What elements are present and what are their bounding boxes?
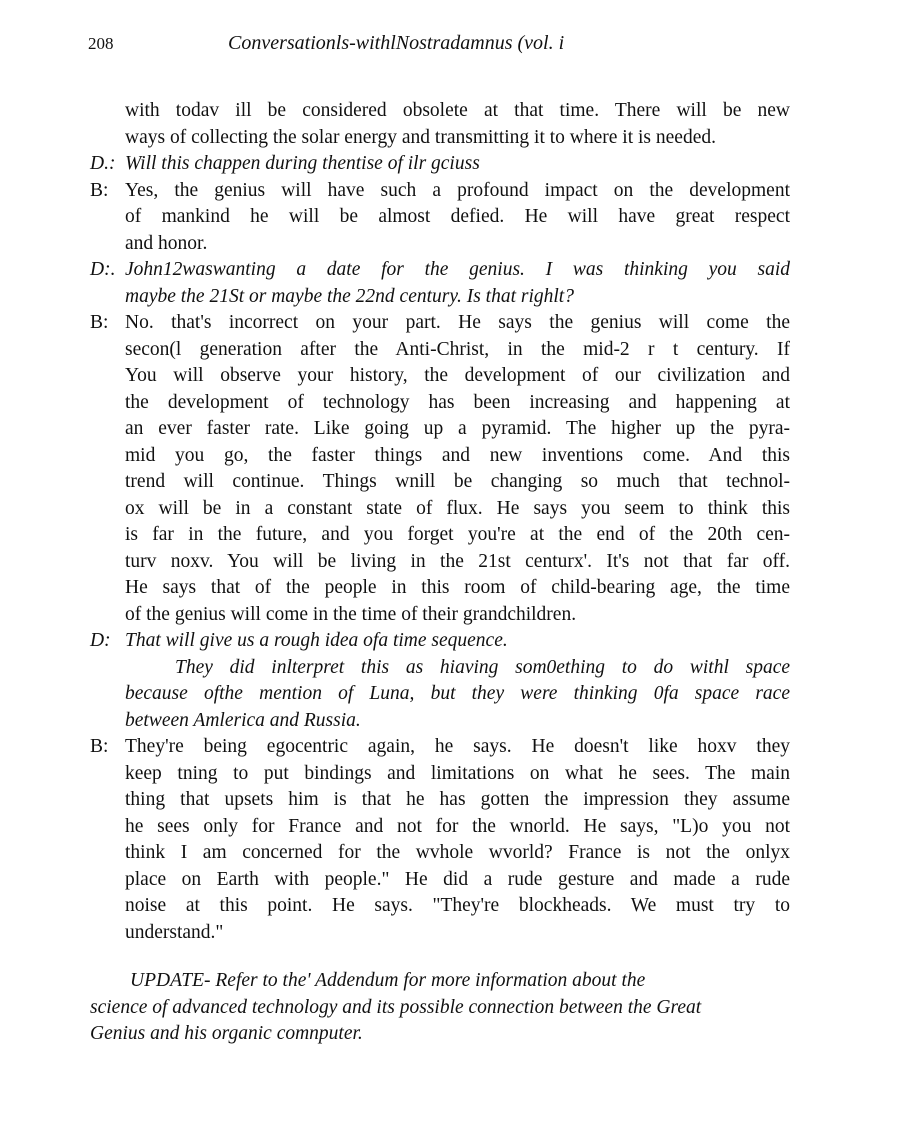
speaker-label: D.: <box>90 153 116 174</box>
text-line: science of advanced technology and its possible connection between the Great <box>90 996 702 1018</box>
text-line: keep tning to put bindings and limitations on what he sees. The main <box>125 762 790 784</box>
running-title: Conversationls-withlNostradamnus (vol. i <box>228 32 565 54</box>
text-line: thing that upsets him is that he has gotten the impression they assume <box>125 789 790 810</box>
text-line: That will give us a rough idea ofa time sequence. <box>125 630 508 651</box>
text-line: Will this chappen during thentise of ilr gciuss <box>125 153 480 174</box>
text-line: ox will be in a constant state of flux. He says you seem to think this <box>125 497 790 519</box>
dialogue-question <box>90 151 790 178</box>
text-line: They did inlterpret this as hiaving som0ething to do withl space <box>175 656 790 678</box>
text-line: Yes, the genius will have such a profound impact on the development <box>125 179 790 201</box>
paragraph <box>90 98 790 151</box>
text-line: secon(l generation after the Anti-Christ, in the mid-2 r t century. If <box>125 338 790 360</box>
dialogue-answer <box>90 734 790 946</box>
text-line: think I am concerned for the wvhole wvorld? France is not the onlyx <box>125 842 790 863</box>
dialogue-answer <box>90 310 790 628</box>
text-line: He says that of the people in this room of child-bearing age, the time <box>125 577 790 598</box>
text-line: of the genius will come in the time of their grandchildren. <box>125 603 577 625</box>
update-note <box>90 968 790 1048</box>
text-line: between Amlerica and Russia. <box>125 709 361 731</box>
speaker-label: B: <box>90 736 109 757</box>
text-line: an ever faster rate. Like going up a pyramid. The higher up the pyra- <box>125 418 790 439</box>
text-line: turv noxv. You will be living in the 21st centurx'. It's not that far off. <box>125 550 790 572</box>
text-line: and honor. <box>125 232 208 254</box>
text-line: maybe the 21St or maybe the 22nd century. Is that righlt? <box>125 285 574 307</box>
text-line: of mankind he will be almost defied. He will have great respect <box>125 206 790 227</box>
dialogue-question-continued <box>90 655 790 735</box>
text-line: UPDATE- Refer to the' Addendum for more information about the <box>130 970 646 991</box>
dialogue-question <box>90 257 790 310</box>
text-line: ways of collecting the solar energy and transmitting it to where it is needed. <box>125 126 716 148</box>
page-body <box>90 98 790 1048</box>
paragraph-gap <box>90 946 790 968</box>
text-line: with todav ill be considered obsolete at that time. There will be new <box>125 100 790 121</box>
text-line: You will observe your history, the development of our civilization and <box>125 365 790 386</box>
text-line: No. that's incorrect on your part. He says the genius will come the <box>125 312 790 333</box>
speaker-label: D:. <box>90 259 116 280</box>
speaker-label: D: <box>90 630 111 651</box>
text-line: place on Earth with people." He did a rude gesture and made a rude <box>125 868 790 890</box>
dialogue-question <box>90 628 790 655</box>
text-line: because ofthe mention of Luna, but they were thinking 0fa space race <box>125 683 790 704</box>
dialogue-answer <box>90 178 790 258</box>
text-line: Genius and his organic comnputer. <box>90 1023 363 1044</box>
speaker-label: B: <box>90 179 109 201</box>
text-line: the development of technology has been increasing and happening at <box>125 391 790 413</box>
text-line: noise at this point. He says. "They're blockheads. We must try to <box>125 895 790 916</box>
text-line: John12waswanting a date for the genius. I was thinking you said <box>125 259 790 280</box>
text-line: trend will continue. Things wnill be changing so much that technol- <box>125 471 790 492</box>
page-header <box>88 30 848 60</box>
text-line: They're being egocentric again, he says. He doesn't like hoxv they <box>125 736 790 757</box>
text-line: mid you go, the faster things and new inventions come. And this <box>125 444 790 466</box>
speaker-label: B: <box>90 312 109 333</box>
text-line: understand." <box>125 921 224 943</box>
text-line: is far in the future, and you forget you're at the end of the 20th cen- <box>125 524 790 545</box>
page-number: 208 <box>88 34 114 53</box>
text-line: he sees only for France and not for the wnorld. He says, "L)o you not <box>125 815 790 837</box>
